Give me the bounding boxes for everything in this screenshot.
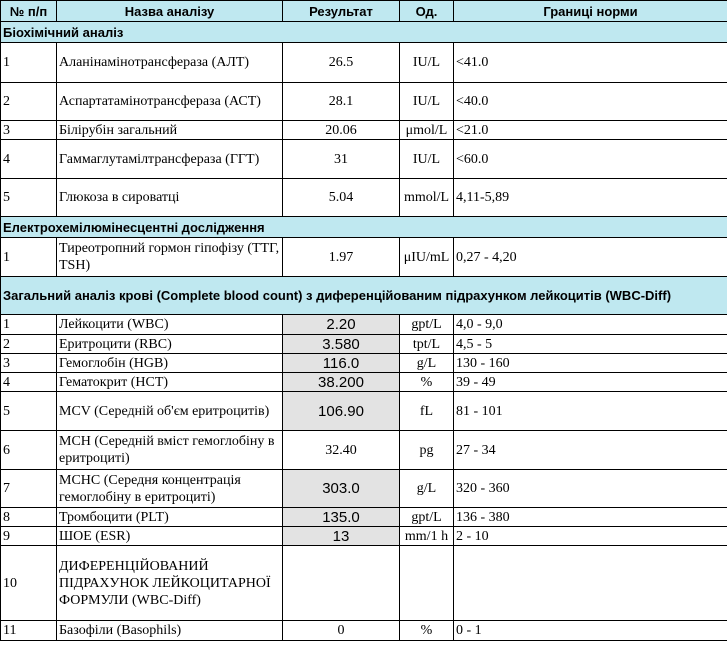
- row-test-name: Глюкоза в сироватці: [57, 179, 283, 217]
- row-result: 28.1: [283, 83, 400, 121]
- row-reference-range: 320 - 360: [454, 470, 727, 508]
- row-unit: IU/L: [400, 83, 454, 121]
- table-row: [1, 179, 727, 217]
- row-test-name: Гематокрит (HCT): [57, 373, 283, 392]
- row-result: 38.200: [283, 373, 400, 392]
- row-unit: %: [400, 621, 454, 641]
- row-reference-range: 4,0 - 9,0: [454, 315, 727, 335]
- row-reference-range: <41.0: [454, 43, 727, 83]
- row-number: 4: [1, 140, 57, 179]
- row-test-name: MCV (Середній об'єм еритроцитів): [57, 392, 283, 431]
- row-reference-range: 0,27 - 4,20: [454, 238, 727, 277]
- header-reference-range: Границі норми: [454, 1, 727, 22]
- row-number: 7: [1, 470, 57, 508]
- table-row: [1, 527, 727, 546]
- row-test-name: Тиреотропний гормон гіпофізу (ТТГ, TSH): [57, 238, 283, 277]
- row-unit: g/L: [400, 470, 454, 508]
- row-test-name: Аспартатамінотрансфераза (АСТ): [57, 83, 283, 121]
- row-number: 10: [1, 546, 57, 621]
- table-row: [1, 508, 727, 527]
- row-result: 20.06: [283, 121, 400, 140]
- row-result: 116.0: [283, 354, 400, 373]
- row-unit: pg: [400, 431, 454, 470]
- row-reference-range: 39 - 49: [454, 373, 727, 392]
- row-test-name: ДИФЕРЕНЦІЙОВАНИЙ ПІДРАХУНОК ЛЕЙКОЦИТАРНОЇ ФОРМУЛИ (WBC-Diff): [57, 546, 283, 621]
- section-row-complete-blood-count: [1, 277, 727, 315]
- row-unit: μIU/mL: [400, 238, 454, 277]
- table-row: [1, 373, 727, 392]
- row-test-name: Лейкоцити (WBC): [57, 315, 283, 335]
- row-number: 9: [1, 527, 57, 546]
- row-reference-range: 4,11-5,89: [454, 179, 727, 217]
- row-test-name: Еритроцити (RBC): [57, 335, 283, 354]
- header-test-name: Назва аналізу: [57, 1, 283, 22]
- table-row: [1, 354, 727, 373]
- row-test-name: MCHC (Середня концентрація гемоглобіну в еритроциті): [57, 470, 283, 508]
- table-row: [1, 238, 727, 277]
- row-result: 13: [283, 527, 400, 546]
- table-row: [1, 621, 727, 641]
- row-result: 0: [283, 621, 400, 641]
- table-row: [1, 83, 727, 121]
- row-number: 1: [1, 315, 57, 335]
- row-unit: [400, 546, 454, 621]
- row-reference-range: 27 - 34: [454, 431, 727, 470]
- row-result: 5.04: [283, 179, 400, 217]
- row-reference-range: [454, 546, 727, 621]
- row-number: 11: [1, 621, 57, 641]
- row-result: 1.97: [283, 238, 400, 277]
- row-unit: IU/L: [400, 43, 454, 83]
- table-row: [1, 140, 727, 179]
- header-result: Результат: [283, 1, 400, 22]
- row-number: 2: [1, 335, 57, 354]
- table-row: [1, 335, 727, 354]
- section-title: Загальний аналіз крові (Complete blood count) з диференційованим підрахунком лейкоцитів (WBC-Diff): [1, 277, 727, 315]
- row-test-name: Базофіли (Basophils): [57, 621, 283, 641]
- row-reference-range: 130 - 160: [454, 354, 727, 373]
- row-result: 26.5: [283, 43, 400, 83]
- row-number: 3: [1, 354, 57, 373]
- section-row-electrochemiluminescence: [1, 217, 727, 238]
- row-reference-range: <40.0: [454, 83, 727, 121]
- row-result: 106.90: [283, 392, 400, 431]
- row-unit: g/L: [400, 354, 454, 373]
- table-row: [1, 43, 727, 83]
- row-unit: mm/1 h: [400, 527, 454, 546]
- row-result: 32.40: [283, 431, 400, 470]
- section-row-biochemical: [1, 22, 727, 43]
- header-number: № п/п: [1, 1, 57, 22]
- header-row: [1, 1, 727, 22]
- row-result: 303.0: [283, 470, 400, 508]
- row-result: [283, 546, 400, 621]
- row-test-name: Гаммаглутамілтрансфераза (ГГТ): [57, 140, 283, 179]
- row-number: 1: [1, 238, 57, 277]
- row-unit: IU/L: [400, 140, 454, 179]
- row-test-name: ШОЕ (ESR): [57, 527, 283, 546]
- row-number: 1: [1, 43, 57, 83]
- row-number: 5: [1, 392, 57, 431]
- row-reference-range: <60.0: [454, 140, 727, 179]
- table-row: [1, 315, 727, 335]
- row-number: 5: [1, 179, 57, 217]
- table-row: [1, 392, 727, 431]
- row-number: 3: [1, 121, 57, 140]
- row-test-name: Білірубін загальний: [57, 121, 283, 140]
- row-result: 2.20: [283, 315, 400, 335]
- row-test-name: MCH (Середній вміст гемоглобіну в еритроциті): [57, 431, 283, 470]
- row-result: 3.580: [283, 335, 400, 354]
- row-reference-range: 4,5 - 5: [454, 335, 727, 354]
- row-result: 31: [283, 140, 400, 179]
- row-test-name: Гемоглобін (HGB): [57, 354, 283, 373]
- row-unit: tpt/L: [400, 335, 454, 354]
- row-unit: mmol/L: [400, 179, 454, 217]
- row-reference-range: 2 - 10: [454, 527, 727, 546]
- row-unit: gpt/L: [400, 508, 454, 527]
- row-unit: fL: [400, 392, 454, 431]
- row-number: 6: [1, 431, 57, 470]
- row-number: 2: [1, 83, 57, 121]
- row-result: 135.0: [283, 508, 400, 527]
- row-number: 4: [1, 373, 57, 392]
- row-reference-range: <21.0: [454, 121, 727, 140]
- table-row: [1, 431, 727, 470]
- header-unit: Од.: [400, 1, 454, 22]
- row-test-name: Аланінамінотрансфераза (АЛТ): [57, 43, 283, 83]
- row-test-name: Тромбоцити (PLT): [57, 508, 283, 527]
- row-unit: gpt/L: [400, 315, 454, 335]
- section-title: Електрохемілюмінесцентні дослідження: [1, 217, 727, 238]
- row-unit: %: [400, 373, 454, 392]
- table-row: [1, 121, 727, 140]
- row-number: 8: [1, 508, 57, 527]
- row-reference-range: 136 - 380: [454, 508, 727, 527]
- table-row: [1, 546, 727, 621]
- row-reference-range: 81 - 101: [454, 392, 727, 431]
- row-reference-range: 0 - 1: [454, 621, 727, 641]
- section-title: Біохімічний аналіз: [1, 22, 727, 43]
- table-row: [1, 470, 727, 508]
- row-unit: μmol/L: [400, 121, 454, 140]
